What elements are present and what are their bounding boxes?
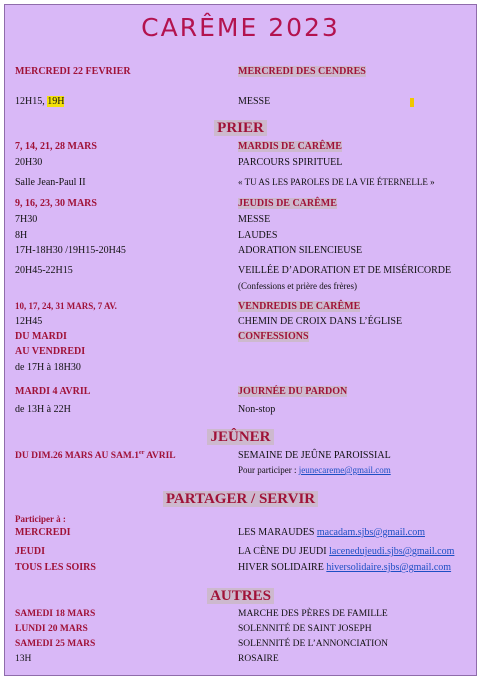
pardon-detail: Non-stop	[238, 404, 276, 415]
section-autres	[5, 588, 476, 605]
ash-wednesday-activity: MESSE	[238, 96, 271, 107]
other-when-2: LUNDI 20 MARS	[15, 624, 88, 634]
fasting-dates-a: DU DIM.26 MARS AU SAM.1	[15, 451, 140, 462]
fridays-heading: VENDREDIS DE CARÊME	[238, 301, 361, 312]
pardon-time: de 13H à 22H	[15, 404, 71, 415]
thursdays-note: (Confessions et prière des frères)	[238, 281, 357, 291]
service-when-1: MERCREDI	[15, 527, 71, 538]
service-label-1: LES MARAUDES	[238, 527, 317, 538]
section-autres-title: AUTRES	[207, 588, 274, 604]
page-title: CARÊME 2023	[141, 13, 340, 42]
section-jeuner-title: JEÛNER	[207, 429, 273, 445]
ash-wednesday-heading: MERCREDI DES CENDRES	[238, 66, 366, 77]
fridays-dates: 10, 17, 24, 31 MARS, 7 AV.	[15, 301, 117, 311]
fasting-participate	[238, 465, 391, 475]
service-item-1	[238, 527, 425, 538]
tuesdays-event: PARCOURS SPIRITUEL	[238, 157, 343, 168]
thursdays-time-1: 7H30	[15, 214, 38, 225]
service-label-2: LA CÈNE DU JEUDI	[238, 546, 330, 557]
other-event-1: MARCHE DES PÈRES DE FAMILLE	[238, 609, 388, 619]
pardon-heading: JOURNÉE DU PARDON	[238, 386, 348, 397]
highlight-marker	[410, 98, 414, 107]
section-partager-title: PARTAGER / SERVIR	[163, 491, 318, 507]
thursdays-time-3: 17H-18H30 /19H15-20H45	[15, 245, 126, 256]
section-prier-title: PRIER	[214, 120, 267, 136]
other-event-2: SOLENNITÉ DE SAINT JOSEPH	[238, 624, 372, 634]
thursdays-event-2: LAUDES	[238, 230, 278, 241]
service-item-2	[238, 546, 454, 557]
thursdays-dates: 9, 16, 23, 30 MARS	[15, 198, 97, 209]
thursdays-event-4: VEILLÉE D’ADORATION ET DE MISÉRICORDE	[238, 265, 452, 276]
thursdays-time-4: 20H45-22H15	[15, 265, 73, 276]
confessions-range-1: DU MARDI	[15, 331, 67, 342]
fasting-participate-label: Pour participer :	[238, 465, 299, 475]
confessions-time: de 17H à 18H30	[15, 362, 81, 373]
fasting-event: SEMAINE DE JEÛNE PAROISSIAL	[238, 450, 391, 461]
service-email-link-2[interactable]: lacenedujeudi.sjbs@gmail.com	[329, 546, 455, 557]
ash-wednesday-date: MERCREDI 22 FEVRIER	[15, 66, 131, 77]
thursdays-event-1: MESSE	[238, 214, 271, 225]
fasting-dates-sup: er	[139, 450, 145, 456]
other-event-3: SOLENNITÉ DE L’ANNONCIATION	[238, 639, 389, 649]
other-when-4: 13H	[15, 654, 32, 664]
service-email-link-3[interactable]: hiversolidaire.sjbs@gmail.com	[326, 562, 452, 573]
confessions-range-2: AU VENDREDI	[15, 346, 86, 357]
service-label-3: HIVER SOLIDAIRE	[238, 562, 327, 573]
fridays-event: CHEMIN DE CROIX DANS L’ÉGLISE	[238, 316, 403, 327]
tuesdays-place: Salle Jean-Paul II	[15, 177, 86, 188]
participate-label: Participer à :	[15, 514, 66, 524]
flyer-page	[4, 4, 477, 676]
service-item-3	[238, 562, 451, 573]
tuesdays-time: 20H30	[15, 157, 43, 168]
other-when-1: SAMEDI 18 MARS	[15, 609, 96, 619]
other-when-3: SAMEDI 25 MARS	[15, 639, 96, 649]
ash-time-a: 12H15,	[15, 96, 48, 107]
fridays-time: 12H45	[15, 316, 43, 327]
ash-time-b: 19H	[47, 96, 65, 107]
other-event-4: ROSAIRE	[238, 654, 279, 664]
service-email-link-1[interactable]: macadam.sjbs@gmail.com	[316, 527, 425, 538]
section-partager	[5, 491, 476, 508]
confessions-heading: CONFESSIONS	[238, 331, 309, 342]
service-when-2: JEUDI	[15, 546, 46, 557]
tuesdays-dates: 7, 14, 21, 28 MARS	[15, 141, 97, 152]
section-prier	[5, 120, 476, 137]
pardon-date: MARDI 4 AVRIL	[15, 386, 91, 397]
fasting-dates-b: AVRIL	[144, 451, 176, 462]
fasting-email-link[interactable]: jeunecareme@gmail.com	[298, 465, 391, 475]
ash-wednesday-times	[15, 96, 64, 107]
thursdays-event-3: ADORATION SILENCIEUSE	[238, 245, 363, 256]
tuesdays-theme: « TU AS LES PAROLES DE LA VIE ÉTERNELLE »	[238, 177, 435, 187]
thursdays-heading: JEUDIS DE CARÊME	[238, 198, 337, 209]
tuesdays-heading: MARDIS DE CARÊME	[238, 141, 342, 152]
fasting-dates	[15, 450, 176, 461]
thursdays-time-2: 8H	[15, 230, 28, 241]
section-jeuner	[5, 429, 476, 446]
service-when-3: TOUS LES SOIRS	[15, 562, 96, 573]
